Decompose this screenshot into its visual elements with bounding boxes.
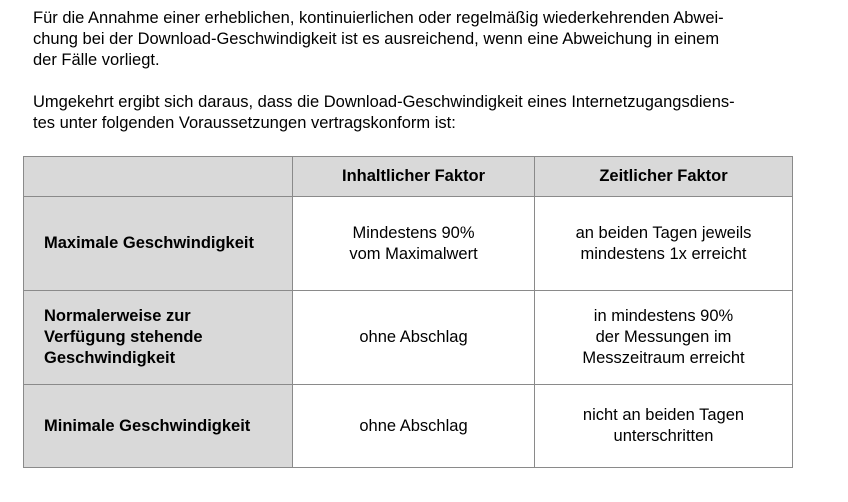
row-label: Minimale Geschwindigkeit <box>44 416 251 435</box>
row-label-cell <box>24 197 293 291</box>
content-factor-cell <box>293 291 535 385</box>
cell-text: ohne Abschlag <box>359 328 468 346</box>
table-row <box>24 291 793 385</box>
text-line: der Fälle vorliegt. <box>33 51 160 69</box>
conditions-table <box>23 156 793 468</box>
cell-text: mindestens 1x erreicht <box>580 244 747 263</box>
time-factor-header: Zeitlicher Faktor <box>535 157 793 197</box>
cell-text: nicht an beiden Tagen <box>582 406 745 424</box>
intro-paragraph <box>33 8 823 71</box>
row-label: Geschwindigkeit <box>44 349 176 367</box>
time-factor-cell <box>535 385 793 468</box>
cell-text: Mindestens 90% <box>352 223 475 242</box>
cell-text: unterschritten <box>613 427 714 445</box>
table-row <box>24 197 793 291</box>
cell-text: an beiden Tagen jeweils <box>575 223 752 242</box>
table-row <box>24 385 793 468</box>
content-factor-cell <box>293 197 535 291</box>
cell-text: vom Maximalwert <box>349 244 478 263</box>
row-label: Normalerweise zur <box>44 307 191 325</box>
table-header-row <box>24 157 793 197</box>
cell-text: Messzeitraum erreicht <box>582 349 745 367</box>
row-label: Maximale Geschwindigkeit <box>44 234 254 252</box>
content-factor-cell <box>293 385 535 468</box>
row-label-cell <box>24 385 293 468</box>
row-label: Verfügung stehende <box>44 328 203 346</box>
row-label-cell <box>24 291 293 385</box>
text-line: tes unter folgenden Voraussetzungen vertragskonform ist: <box>33 114 456 132</box>
cell-text: der Messungen im <box>595 328 732 346</box>
conclusion-paragraph <box>33 92 823 134</box>
cell-text: in mindestens 90% <box>593 307 734 325</box>
time-factor-cell <box>535 291 793 385</box>
time-factor-cell <box>535 197 793 291</box>
content-factor-header: Inhaltlicher Faktor <box>293 157 535 197</box>
corner-header-cell <box>24 157 293 197</box>
text-line: Umgekehrt ergibt sich daraus, dass die Download-Geschwindigkeit eines Internetzugangsdiens- <box>33 93 735 111</box>
cell-text: ohne Abschlag <box>359 416 468 435</box>
text-line: Für die Annahme einer erheblichen, kontinuierlichen oder regelmäßig wiederkehrenden Abwei- <box>33 9 724 27</box>
text-line: chung bei der Download-Geschwindigkeit ist es ausreichend, wenn eine Abweichung in einem <box>33 30 720 48</box>
